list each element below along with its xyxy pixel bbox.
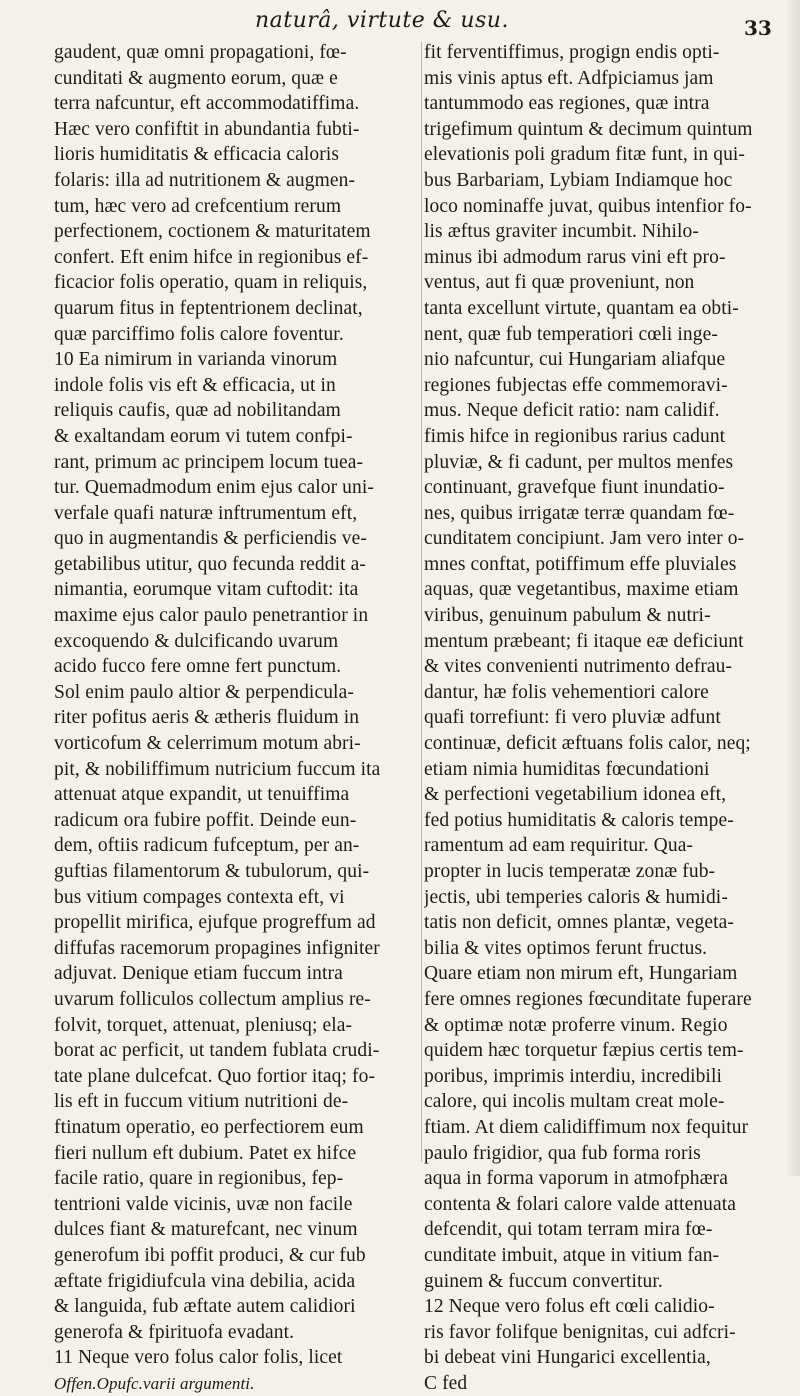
text-line: aqua in forma vaporum in atmofphæra — [424, 1168, 729, 1190]
text-line: bilia & vites optimos ferunt fructus. — [424, 937, 708, 959]
text-line: indole folis vis eft & efficacia, ut in — [54, 374, 336, 396]
text-line: Hæc vero confiftit in abundantia fubti- — [54, 118, 360, 140]
text-line: dantur, hæ folis vehementiori calore — [424, 681, 709, 703]
text-line: tentrioni valde vicinis, uvæ non facile — [54, 1193, 353, 1215]
text-line: getabilibus utitur, quo fecunda reddit a- — [54, 553, 366, 575]
text-line: quarum fitus in feptentrionem declinat, — [54, 297, 363, 319]
text-line: perfectionem, coctionem & maturitatem — [54, 221, 371, 243]
text-line: cunditati & augmento eorum, quæ e — [54, 67, 338, 89]
text-line: borat ac perficit, ut tandem fublata crudi- — [54, 1040, 380, 1062]
text-line: regiones fubjectas effe commemoravi- — [424, 374, 728, 396]
text-line: generofa & fpirituofa evadant. — [54, 1321, 295, 1343]
text-line: calore, qui incolis multam creat mole- — [424, 1091, 725, 1113]
text-line: acido fucco fere omne fert punctum. — [54, 656, 342, 678]
text-line: continuant, gravefque fiunt inundatio- — [424, 477, 725, 499]
text-line: fed potius humiditatis & caloris tempe- — [424, 809, 734, 831]
text-line: 11 Neque vero folus calor folis, licet — [54, 1347, 343, 1369]
text-line: Offen.Opufc.varii argumenti. — [54, 1373, 255, 1393]
text-line: dem, oftiis radicum fufceptum, per an- — [54, 835, 360, 857]
text-line: gaudent, quæ omni propagationi, fœ- — [54, 42, 347, 63]
text-line: ventus, aut fi quæ proveniunt, non — [424, 272, 695, 294]
text-line: tur. Quemadmodum enim ejus calor uni- — [54, 477, 374, 499]
text-line: elevationis poli gradum fitæ funt, in qui- — [424, 144, 746, 166]
text-line: tantummodo eas regiones, quæ intra — [424, 93, 710, 115]
text-line: bi debeat vini Hungarici excellentia, — [424, 1347, 711, 1369]
text-line: & perfectioni vegetabilium idonea eft, — [424, 784, 727, 806]
text-line: folaris: illa ad nutritionem & augmen- — [54, 169, 356, 191]
text-line: tatis non deficit, omnes plantæ, vegeta- — [424, 912, 734, 934]
text-line: C fed — [424, 1372, 468, 1394]
text-line: tate plane dulcefcat. Quo fortior itaq; fo- — [54, 1065, 376, 1087]
text-line: pit, & nobiliffimum nutricium fuccum ita — [54, 758, 381, 780]
text-line: verfale quafi naturæ inftrumentum eft, — [54, 502, 358, 524]
text-line: confert. Eft enim hifce in regionibus ef- — [54, 246, 369, 268]
text-line: Quare etiam non mirum eft, Hungariam — [424, 963, 738, 985]
text-line: paulo frigidior, qua fub forma roris — [424, 1142, 701, 1164]
page-edge-shadow — [788, 0, 800, 1176]
text-line: terra nafcuntur, eft accommodatiffima. — [54, 93, 360, 115]
text-line: nio nafcuntur, cui Hungariam aliafque — [424, 349, 726, 371]
right-text-column — [424, 40, 770, 1396]
text-line: pluviæ, & fi cadunt, per multos menfes — [424, 451, 734, 473]
text-line: quafi torrefiunt: fi vero pluviæ adfunt — [424, 707, 721, 729]
text-line: Sol enim paulo altior & perpendicula- — [54, 681, 354, 703]
text-line: aquas, quæ vegetantibus, maxime etiam — [424, 579, 739, 601]
text-line: bus Barbariam, Lybiam Indiamque hoc — [424, 169, 733, 191]
text-line: rant, primum ac principem locum tuea- — [54, 451, 364, 473]
text-line: & vites convenienti nutrimento defrau- — [424, 656, 733, 678]
text-line: guinem & fuccum convertitur. — [424, 1270, 663, 1292]
column-divider — [421, 42, 422, 1162]
text-line: uvarum folliculos collectum amplius re- — [54, 988, 371, 1010]
text-line: ftinatum operatio, eo perfectiorem eum — [54, 1116, 364, 1138]
text-line: quæ parciffimo folis calore foventur. — [54, 323, 344, 345]
text-line: propter in lucis temperatæ zonæ fub- — [424, 861, 716, 882]
text-line: folvit, torquet, attenuat, pleniusq; ela- — [54, 1014, 353, 1036]
text-line: loco nominaffe juvat, quibus intenfior fo- — [424, 195, 752, 217]
text-line: etiam nimia humiditas fœcundationi — [424, 758, 710, 780]
text-line: generofum ibi poffit produci, & cur fub — [54, 1244, 366, 1266]
text-line: continuæ, deficit æftuans folis calor, neq; — [424, 733, 751, 755]
text-line: ficacior folis operatio, quam in reliquis, — [54, 272, 368, 294]
text-line: excoquendo & dulcificando uvarum — [54, 630, 339, 652]
text-line: maxime ejus calor paulo penetrantior in — [54, 605, 369, 627]
text-line: mnes conftat, potiffimum effe pluviales — [424, 553, 737, 575]
text-line: & languida, fub æftate autem calidiori — [54, 1296, 356, 1318]
text-line: æftate frigidiufcula vina debilia, acida — [54, 1270, 356, 1292]
text-line: radicum ora fubire poffit. Deinde eun- — [54, 809, 357, 831]
text-line: cunditate imbuit, atque in vitium fan- — [424, 1244, 720, 1266]
text-line: lioris humiditatis & efficacia caloris — [54, 144, 340, 166]
text-line: 12 Neque vero folus eft cœli calidio- — [424, 1296, 715, 1318]
text-line: viribus, genuinum pabulum & nutri- — [424, 605, 711, 627]
text-line: tanta excellunt virtute, quantam ea obti- — [424, 297, 739, 319]
text-line: mus. Neque deficit ratio: nam calidif. — [424, 400, 720, 422]
text-line: fimis hifce in regionibus rarius cadunt — [424, 425, 726, 447]
text-line: riter pofitus aeris & ætheris fluidum in — [54, 707, 360, 729]
page-number: 33 — [744, 16, 772, 40]
text-line: defcendit, qui totam terram mira fœ- — [424, 1219, 713, 1241]
text-line: & optimæ notæ proferre vinum. Regio — [424, 1014, 728, 1036]
text-line: propellit mirifica, ejufque progreffum ad — [54, 912, 376, 934]
text-line: vorticofum & celerrimum motum abri- — [54, 733, 361, 755]
text-line: & exaltandam eorum vi tutem confpi- — [54, 425, 353, 447]
text-line: nimantia, eorumque vitam cuftodit: ita — [54, 579, 359, 601]
text-line: bus vitium compages contexta eft, vi — [54, 886, 345, 908]
text-line: fere omnes regiones fœcunditate fuperare — [424, 988, 752, 1010]
text-line: trigefimum quintum & decimum quintum — [424, 118, 753, 140]
text-line: mis vinis aptus eft. Adfpiciamus jam — [424, 67, 714, 89]
text-line: guftias filamentorum & tubulorum, qui- — [54, 861, 370, 882]
text-line: ftiam. At diem calidiffimum nox fequitur — [424, 1116, 749, 1138]
text-line: tum, hæc vero ad crefcentium rerum — [54, 195, 342, 217]
text-line: adjuvat. Denique etiam fuccum intra — [54, 963, 343, 985]
running-head: naturâ, virtute & usu. — [255, 8, 509, 33]
left-text-column — [54, 40, 419, 1396]
text-line: contenta & folari calore valde attenuata — [424, 1193, 737, 1215]
text-line: jectis, ubi temperies caloris & humidi- — [424, 886, 728, 908]
text-line: cunditatem concipiunt. Jam vero inter o- — [424, 528, 745, 550]
text-line: minus ibi admodum rarus vini eft pro- — [424, 246, 726, 268]
text-line: mentum præbeant; fi itaque eæ deficiunt — [424, 630, 744, 652]
text-line: reliquis caufis, quæ ad nobilitandam — [54, 400, 341, 422]
text-line: attenuat atque expandit, ut tenuiffima — [54, 784, 350, 806]
text-line: facile ratio, quare in regionibus, fep- — [54, 1168, 344, 1190]
text-line: diffufas racemorum propagines infigniter — [54, 937, 380, 959]
text-line: fieri nullum eft dubium. Patet ex hifce — [54, 1142, 357, 1164]
text-line: 10 Ea nimirum in varianda vinorum — [54, 349, 338, 371]
text-line: lis æftus graviter incumbit. Nihilo- — [424, 221, 699, 243]
text-line: lis eft in fuccum vitium nutritioni de- — [54, 1091, 349, 1113]
text-line: poribus, imprimis interdiu, incredibili — [424, 1065, 722, 1087]
text-line: ramentum ad eam requiritur. Qua- — [424, 835, 694, 857]
text-line: fit ferventiffimus, progign endis opti- — [424, 42, 720, 63]
text-line: quidem hæc torquetur fæpius certis tem- — [424, 1040, 744, 1062]
text-line: ris favor folifque benignitas, cui adfcri- — [424, 1321, 736, 1343]
text-line: nes, quibus irrigatæ terræ quandam fœ- — [424, 502, 735, 524]
text-line: quo in augmentandis & perficiendis ve- — [54, 528, 368, 550]
text-line: nent, quæ fub temperatiori cœli inge- — [424, 323, 718, 345]
text-line: dulces fiant & maturefcant, nec vinum — [54, 1219, 358, 1241]
